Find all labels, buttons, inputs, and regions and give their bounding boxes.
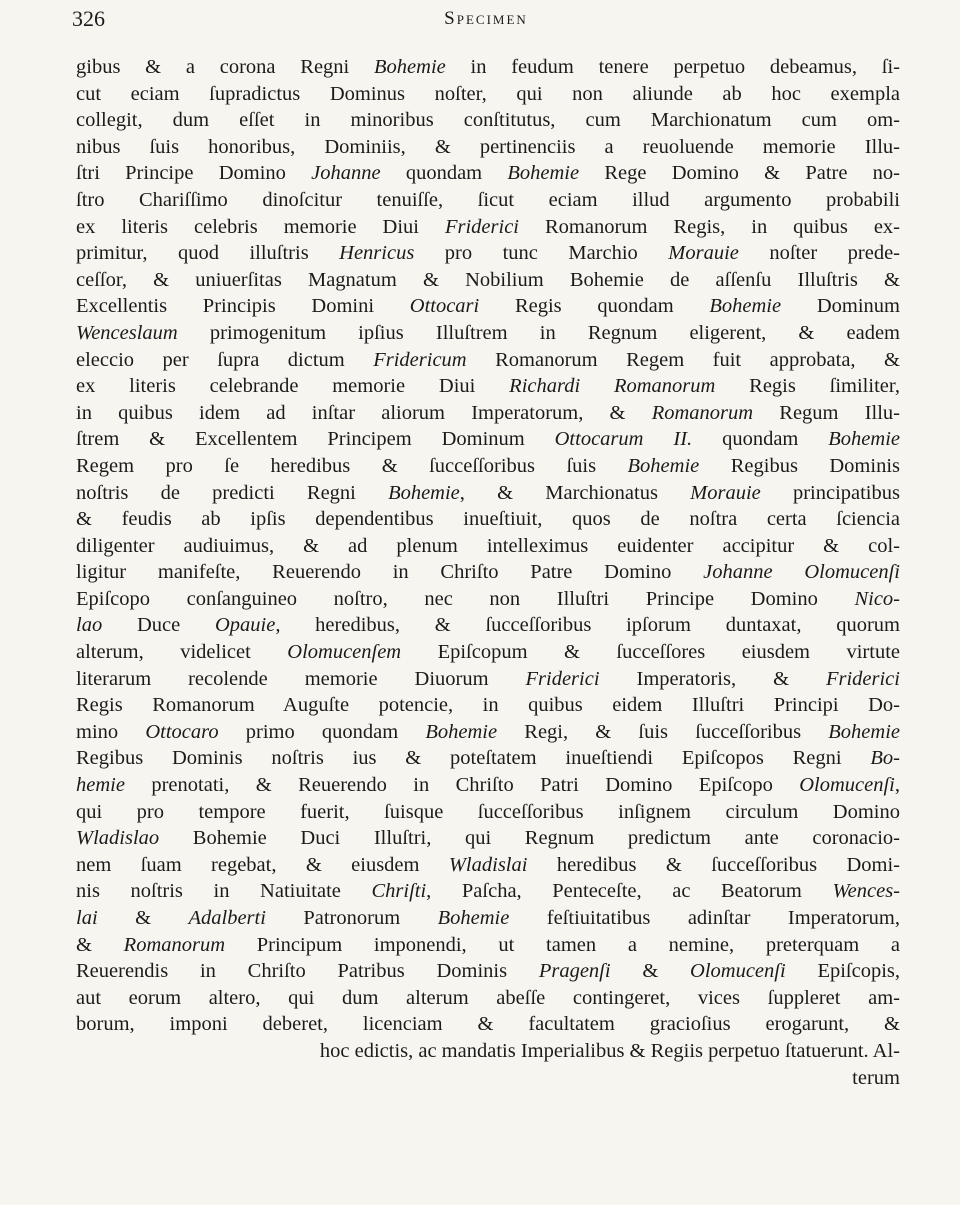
text-line: Regibus Dominis noſtris ius & poteſtatem inueſtiendi Epiſcopos Regni Bo- — [76, 747, 900, 770]
catchword: terum — [852, 1066, 900, 1089]
text-line: ex literis celebrande memorie Diui Richardi Romanorum Regis ſimiliter, — [76, 375, 900, 398]
text-line: mino Ottocaro primo quondam Bohemie Regi, & ſuis ſucceſſoribus Bohemie — [76, 720, 900, 743]
text-line: hemie prenotati, & Reuerendo in Chriſto Patri Domino Epiſcopo Olomucenſi, — [76, 774, 900, 797]
text-line: lai & Adalberti Patronorum Bohemie feſtiuitatibus adinſtar Imperatorum, — [76, 907, 900, 929]
text-line: Excellentis Principis Domini Ottocari Regis quondam Bohemie Dominum — [76, 295, 900, 318]
running-head: Specimen — [444, 8, 528, 29]
text-line: Wenceslaum primogenitum ipſius Illuſtrem in Regnum eligerent, & eadem — [76, 321, 900, 344]
text-line: Reuerendis in Chriſto Patribus Dominis Pragenſi & Olomucenſi Epiſcopis, — [76, 960, 900, 983]
text-line: Regem pro ſe heredibus & ſucceſſoribus ſuis Bohemie Regibus Dominis — [76, 454, 900, 477]
text-line: nis noſtris in Natiuitate Chriſti, Paſcha, Penteceſte, ac Beatorum Wences- — [76, 880, 900, 903]
body-text — [76, 54, 900, 1091]
text-line: ſtri Principe Domino Johanne quondam Bohemie Rege Domino & Patre no- — [76, 162, 900, 185]
text-line: nem ſuam regebat, & eiusdem Wladislai heredibus & ſucceſſoribus Domi- — [76, 853, 900, 876]
text-line: ceſſor, & uniuerſitas Magnatum & Nobilium Bohemie de aſſenſu Illuſtris & — [76, 268, 900, 291]
text-line: alterum, videlicet Olomucenſem Epiſcopum & ſucceſſores eiusdem virtute — [76, 641, 900, 664]
text-line: literarum recolende memorie Diuorum Friderici Imperatoris, & Friderici — [76, 667, 900, 690]
text-line: nibus ſuis honoribus, Dominiis, & pertinenciis a reuoluende memorie Illu- — [76, 135, 900, 158]
text-line: qui pro tempore fuerit, ſuisque ſucceſſoribus inſignem circulum Domino — [76, 800, 900, 823]
text-line: diligenter audiuimus, & ad plenum intelleximus euidenter accipitur & col- — [76, 534, 900, 557]
text-line: & Romanorum Principum imponendi, ut tamen a nemine, preterquam a — [76, 933, 900, 956]
text-line: aut eorum altero, qui dum alterum abeſſe contingeret, vices ſuppleret am- — [76, 986, 900, 1009]
text-line: in quibus idem ad inſtar aliorum Imperatorum, & Romanorum Regum Illu- — [76, 401, 900, 424]
page-number: 326 — [72, 6, 105, 31]
text-line: Wladislao Bohemie Duci Illuſtri, qui Regnum predictum ante coronacio- — [76, 827, 900, 850]
text-line: borum, imponi deberet, licenciam & facultatem gracioſius erogarunt, & — [76, 1013, 900, 1036]
page-header — [72, 6, 900, 36]
text-line: ſtro Chariſſimo dinoſcitur tenuiſſe, ſicut eciam illud argumento probabili — [76, 188, 900, 211]
text-line: ſtrem & Excellentem Principem Dominum Ottocarum II. quondam Bohemie — [76, 428, 900, 451]
text-line: ex literis celebris memorie Diui Friderici Romanorum Regis, in quibus ex- — [76, 215, 900, 238]
text-line: primitur, quod illuſtris Henricus pro tunc Marchio Morauie noſter prede- — [76, 242, 900, 265]
text-line: noſtris de predicti Regni Bohemie, & Marchionatus Morauie principatibus — [76, 481, 900, 504]
text-line: ligitur manifeſte, Reuerendo in Chriſto Patre Domino Johanne Olomucenſi — [76, 561, 900, 584]
text-line: gibus & a corona Regni Bohemie in feudum tenere perpetuo debeamus, ſi- — [76, 56, 900, 78]
text-line: Epiſcopo conſanguineo noſtro, nec non Illuſtri Principe Domino Nico- — [76, 587, 900, 610]
text-line: hoc edictis, ac mandatis Imperialibus & Regiis perpetuo ſtatuerunt. Al- — [319, 1039, 900, 1062]
text-line: eleccio per ſupra dictum Fridericum Romanorum Regem fuit approbata, & — [76, 348, 900, 371]
text-line: lao Duce Opauie, heredibus, & ſucceſſoribus ipſorum duntaxat, quorum — [76, 614, 900, 637]
text-line: cut eciam ſupradictus Dominus noſter, qui non aliunde ab hoc exempla — [76, 82, 900, 105]
text-line: collegit, dum eſſet in minoribus conſtitutus, cum Marchionatum cum om- — [76, 109, 900, 132]
text-line: Regis Romanorum Auguſte potencie, in quibus eidem Illuſtri Principi Do- — [76, 694, 900, 717]
text-line: & feudis ab ipſis dependentibus inueſtiuit, quos de noſtra certa ſciencia — [76, 508, 900, 531]
